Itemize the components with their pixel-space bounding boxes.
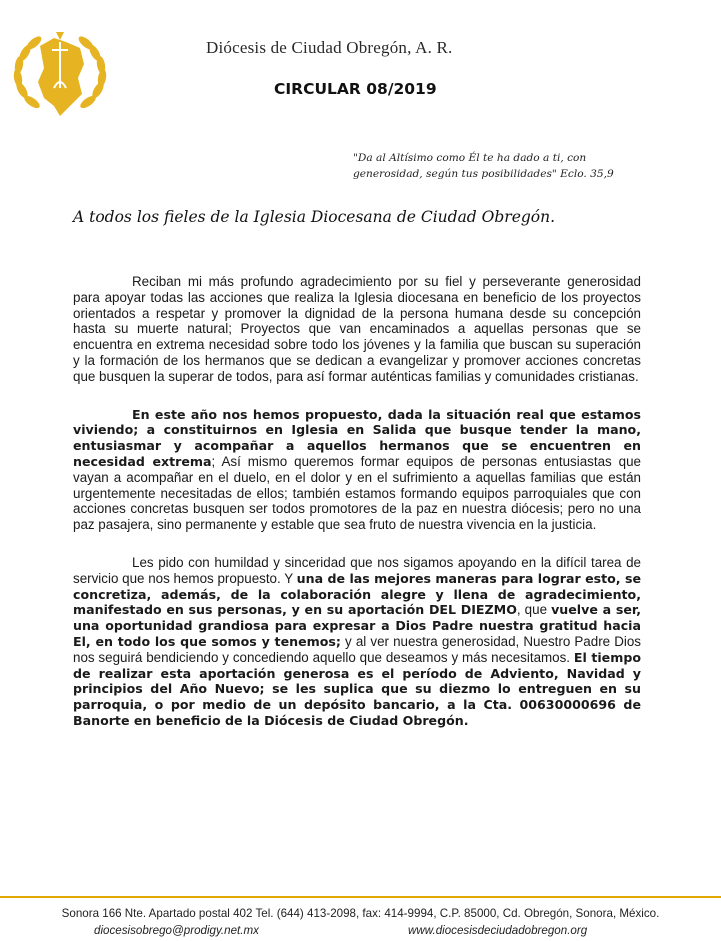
footer-website-link[interactable]: www.diocesisdeciudadobregon.org — [408, 924, 588, 937]
diocese-laurel-crest-icon — [10, 28, 110, 120]
paragraph-3-part-e: y al ver nuestra generosidad, Nuestro Padre Dios nos seguirá bendiciendo y concediendo aquello que deseamos y más necesitamos. — [73, 633, 642, 665]
paragraph-3-part-f: El tiempo de realizar esta aportación generosa es el período de Adviento, Navidad y principios del Año Nuevo; se les suplica que su diezmo lo entreguen en su parroquia, o por medio de un depósito bancario, a la Cta. 00630000696 de Banorte en beneficio de la Diócesis de Ciudad Obregón. — [73, 649, 641, 728]
greeting-line: A todos los fieles de la Iglesia Diocesana de Ciudad Obregón. — [73, 208, 556, 226]
paragraph-2-emphasis: En este año nos hemos propuesto, dada la situación real que estamos viviendo; a constituirnos en Iglesia en Salida que busque tender la mano, entusiasmar y acompañar a aquellos hermanos que se encuentren en necesidad extrema — [73, 406, 641, 469]
paragraph-3-part-b: una de las mejores maneras para lograr esto, se concretiza, además, de la colaboración alegre y llena de agradecimiento, manifestado en sus personas, y en su aportación DEL DIEZMO — [73, 570, 642, 618]
footer-divider — [0, 896, 721, 898]
letter-body — [73, 274, 641, 751]
paragraph-3 — [73, 555, 641, 729]
paragraph-1: Reciban mi más profundo agradecimiento por su fiel y perseverante generosidad para apoyar todas las acciones que realiza la Iglesia diocesana en beneficio de los proyectos orientados a respetar y promover la dignidad de la persona humana desde su concepción hasta su muerte natural; Proyectos que van encaminados a aquellas personas que se encuentra en extrema necesidad sobre todo los jóvenes y la familia que buscan su superación y la formación de los hermanos que se dedican a evangelizar y promover acciones concretas que busquen la superar de todos, para así formar auténticas familias y comunidades cristianas. — [73, 274, 641, 384]
circular-title: CIRCULAR 08/2019 — [274, 80, 437, 98]
epigraph-line-1: "Da al Altísimo como Él te ha dado a ti, con — [353, 152, 587, 164]
epigraph-line-2: generosidad, según tus posibilidades" Eclo. 35,9 — [353, 168, 614, 180]
paragraph-3-part-c: , que — [516, 602, 552, 618]
footer-email-link[interactable]: diocesisobrego@prodigy.net.mx — [94, 924, 259, 937]
organization-name: Diócesis de Ciudad Obregón, A. R. — [206, 38, 453, 57]
paragraph-2-rest: ; Así mismo queremos formar equipos de personas entusiastas que vayan a acompañar en el duelo, en el dolor y en el sufrimiento a aquellas familias que están urgentemente necesitadas de ellos; también estamos formando equipos parroquiales que con acciones concretas busquen ser todos promotores de la paz en nuestra diócesis; pero no una paz pasajera, sino permanente y estable que sea fruto de nuestra vivencia en la justicia. — [73, 453, 642, 533]
footer-address: Sonora 166 Nte. Apartado postal 402 Tel. (644) 413-2098, fax: 414-9994, C.P. 85000, Cd. Obregón, Sonora, México. — [61, 907, 660, 920]
diocese-logo-graphic — [10, 28, 110, 120]
paragraph-3-part-d: vuelve a ser, una oportunidad grandiosa para expresar a Dios Padre nuestra gratitud hacia El, en todo los que somos y tenemos; — [73, 602, 642, 649]
epigraph-quote — [353, 150, 643, 182]
paragraph-2 — [73, 407, 641, 533]
paragraph-3-part-a: Les pido con humildad y sinceridad que nos sigamos apoyando en la difícil tarea de servicio que nos hemos propuesto. Y — [73, 554, 641, 586]
